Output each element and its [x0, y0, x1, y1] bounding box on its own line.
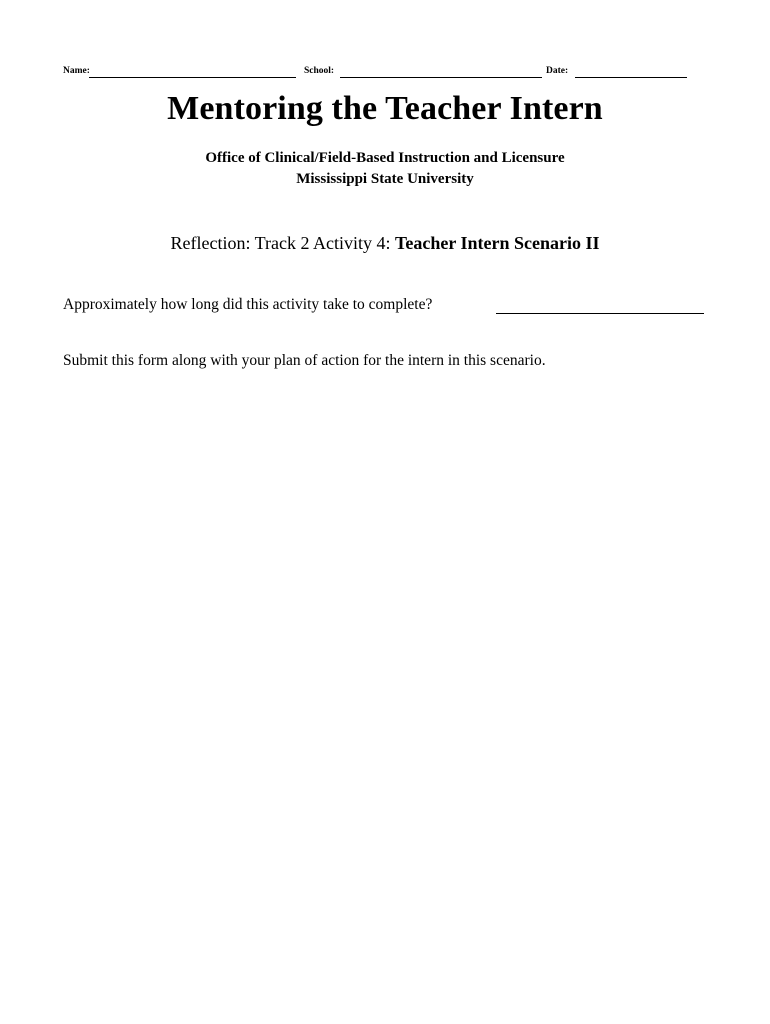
reflection-prefix: Reflection: Track 2 Activity 4: [170, 233, 395, 253]
school-field[interactable] [304, 64, 544, 80]
document-title: Mentoring the Teacher Intern [167, 90, 603, 127]
name-label: Name: [63, 66, 90, 76]
name-field[interactable] [63, 64, 298, 80]
school-label: School: [304, 66, 335, 76]
header-fields-row [63, 64, 688, 80]
reflection-heading [0, 233, 770, 254]
duration-answer-line[interactable] [496, 313, 704, 314]
activity-title: Teacher Intern Scenario II [394, 233, 600, 253]
school-blank-line[interactable] [340, 77, 542, 78]
date-label: Date: [546, 66, 569, 76]
duration-question [63, 296, 708, 318]
name-blank-line[interactable] [89, 77, 296, 78]
date-field[interactable] [546, 64, 688, 80]
office-subtitle: Office of Clinical/Field-Based Instruction and Licensure [205, 150, 565, 166]
submit-instruction: Submit this form along with your plan of action for the intern in this scenario. [63, 352, 546, 369]
duration-question-text: Approximately how long did this activity take to complete? [63, 296, 433, 313]
university-subtitle: Mississippi State University [296, 171, 474, 187]
date-blank-line[interactable] [575, 77, 687, 78]
